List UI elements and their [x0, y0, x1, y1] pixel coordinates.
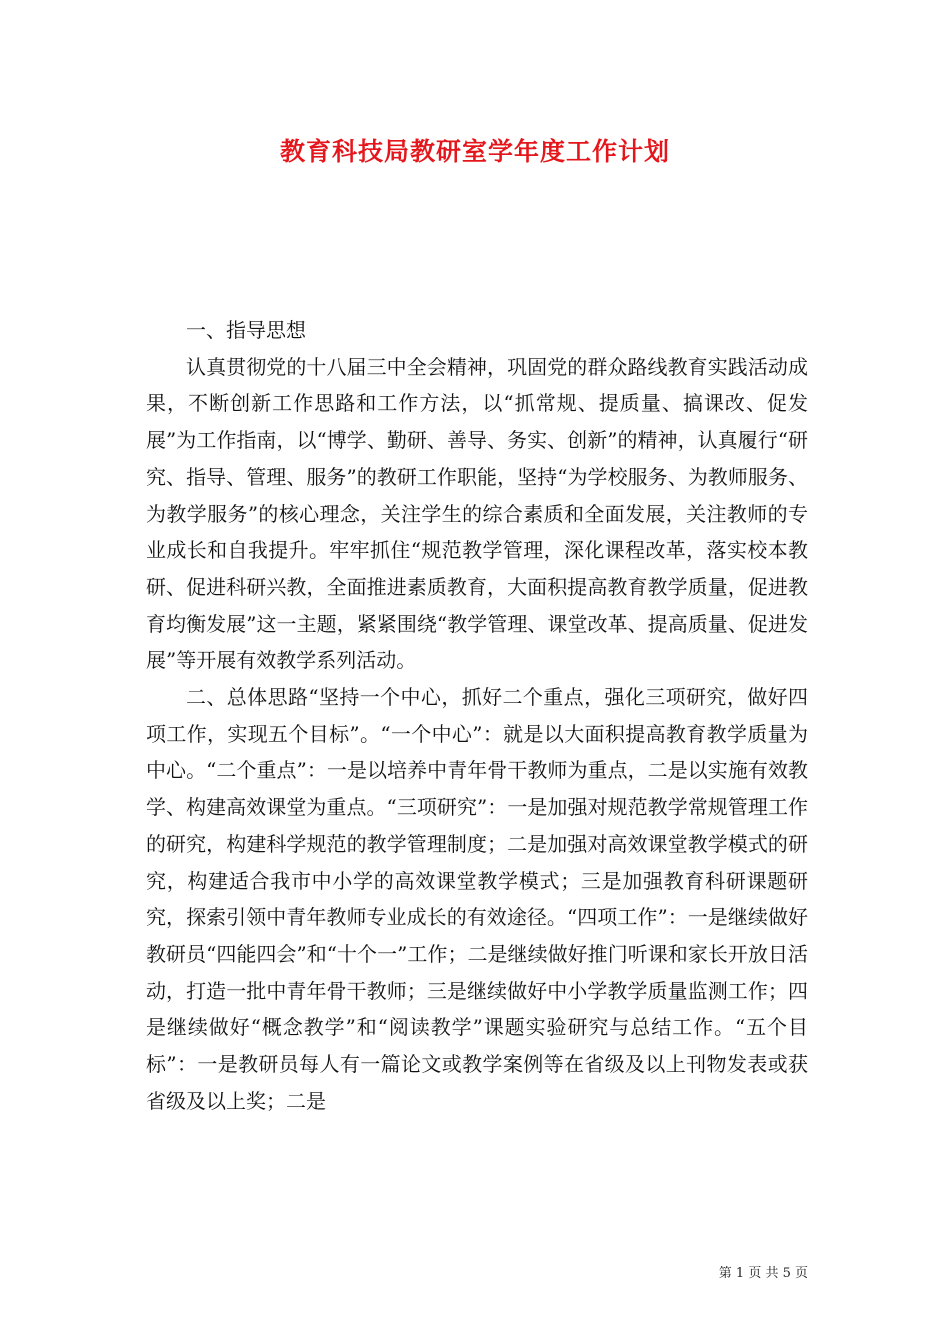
section-heading: 一、指导思想	[186, 318, 306, 342]
page-footer: 第 1 页 共 5 页	[718, 1266, 808, 1281]
body-paragraph: 认真贯彻党的十八届三中全会精神，巩固党的群众路线教育实践活动成果，不断创新工作思路和工作方法，以“抓常规、提质量、搞课改、促发展”为工作指南，以“博学、勤研、善导、务实、创新”的精神，认真履行“研究、指导、管理、服务”的教研工作职能，坚持“为学校服务、为教师服务、为教学服务”的核心理念，关注学生的综合素质和全面发展，关注教师的专业成长和自我提升。牢牢抓住“规范教学管理，深化课程改革，落实校本教研、促进科研兴教，全面推进素质教育，大面积提高教育教学质量，促进教育均衡发展”这一主题，紧紧围绕“教学管理、课堂改革、提高质量、促进发展”等开展有效教学系列活动。	[146, 354, 808, 673]
document-title: 教育科技局教研室学年度工作计划	[279, 137, 670, 166]
document-body	[146, 312, 808, 1119]
body-paragraph: 二、总体思路“坚持一个中心，抓好二个重点，强化三项研究，做好四项工作，实现五个目标”。“一个中心”：就是以大面积提高教育教学质量为中心。“二个重点”：一是以培养中青年骨干教师为重点，二是以实施有效教学、构建高效课堂为重点。“三项研究”：一是加强对规范教学常规管理工作的研究，构建科学规范的教学管理制度；二是加强对高效课堂教学模式的研究，构建适合我市中小学的高效课堂教学模式；三是加强教育科研课题研究，探索引领中青年教师专业成长的有效途径。“四项工作”：一是继续做好教研员“四能四会”和“十个一”工作；二是继续做好推门听课和家长开放日活动，打造一批中青年骨干教师；三是继续做好中小学教学质量监测工作；四是继续做好“概念教学”和“阅读教学”课题实验研究与总结工作。“五个目标”：一是教研员每人有一篇论文或教学案例等在省级及以上刊物发表或获省级及以上奖；二是	[146, 685, 808, 1113]
